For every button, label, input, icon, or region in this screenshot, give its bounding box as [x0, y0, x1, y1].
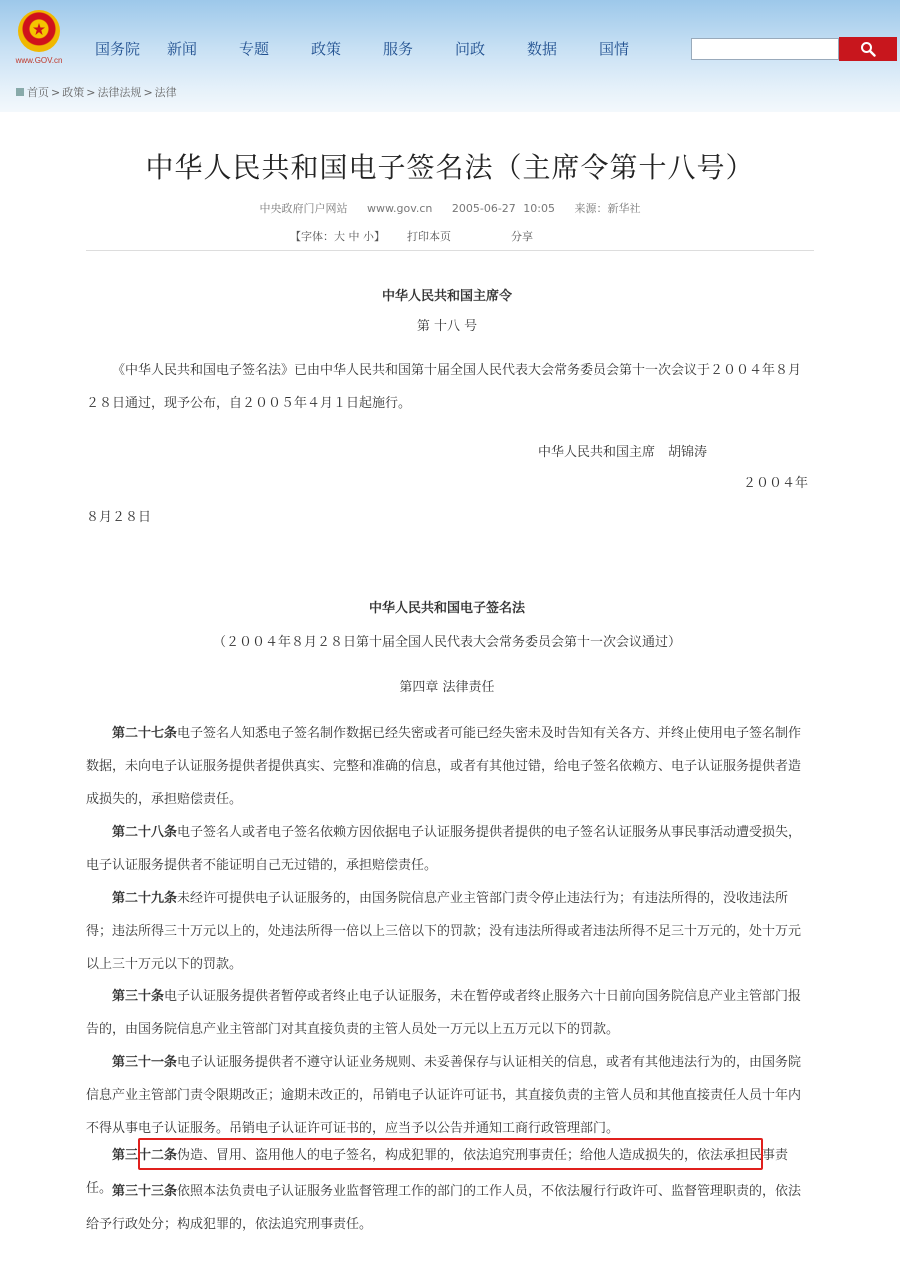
nav-item-policy[interactable]: 政策: [311, 40, 342, 58]
article-text: 电子签名人或者电子签名依赖方因依据电子认证服务提供者提供的电子签名认证服务从事民事活动遭受损失，电子认证服务提供者不能证明自己无过错的，承担赔偿责任。: [86, 825, 802, 873]
national-emblem-icon: [18, 10, 60, 52]
article-number: 第二十八条: [112, 825, 178, 840]
meta-source-site: 中央政府门户网站: [259, 202, 348, 215]
meta-source: 来源：新华社: [574, 202, 641, 215]
nav-item-data[interactable]: 数据: [527, 40, 558, 58]
article-text: 伪造、冒用、盗用他人的电子签名，构成犯罪的，依法追究刑事责任；给他人造成损失的，依法承担民事责任。: [86, 1148, 789, 1196]
breadcrumb-separator: >: [86, 85, 96, 99]
article-text: 电子签名人知悉电子签名制作数据已经失密或者可能已经失密未及时告知有关各方、并终止使用电子签名制作数据，未向电子认证服务提供者提供真实、完整和准确的信息，或者有其他过错，给电子签名依赖方、电子认证服务提供者造成损失的，承担赔偿责任。: [86, 726, 802, 807]
chapter-heading: 第四章 法律责任: [399, 680, 495, 695]
nav-item-news[interactable]: 新闻: [167, 40, 198, 58]
page-title: 中华人民共和国电子签名法（主席令第十八号）: [145, 151, 755, 184]
logo-text: www.GOV.cn: [15, 56, 63, 65]
law-article: [86, 882, 808, 981]
article-text: 未经许可提供电子认证服务的，由国务院信息产业主管部门责令停止违法行为；有违法所得的，没收违法所得；违法所得三十万元以上的，处违法所得一倍以上三倍以下的罚款；没有违法所得或者违法所得不足三十万元的，处十万元以上三十万元以下的罚款。: [86, 891, 802, 972]
law-article: [86, 1046, 808, 1145]
article-number: 第二十七条: [112, 726, 178, 741]
article-tools: [290, 228, 555, 244]
home-icon: [16, 88, 24, 96]
meta-url: www.gov.cn: [367, 202, 433, 215]
search-button[interactable]: [839, 37, 897, 61]
meta-datetime: 2005-06-27 10:05: [451, 202, 555, 215]
article-meta: [0, 200, 900, 216]
law-article: [86, 980, 808, 1046]
print-link[interactable]: 打印本页: [407, 230, 451, 243]
nav-item-guowuyuan[interactable]: 国务院: [95, 40, 141, 58]
law-title: 中华人民共和国电子签名法: [368, 601, 525, 616]
breadcrumb-home[interactable]: 首页: [27, 86, 49, 99]
breadcrumb-separator: >: [51, 85, 61, 99]
law-subtitle: （２００４年８月２８日第十届全国人民代表大会常务委员会第十一次会议通过）: [212, 635, 681, 650]
article-number: 第三十二条: [112, 1148, 178, 1163]
site-logo[interactable]: [14, 10, 64, 68]
signatory: 中华人民共和国主席 胡锦涛: [538, 445, 708, 460]
order-body: 《中华人民共和国电子签名法》已由中华人民共和国第十届全国人民代表大会常务委员会第十一次会议于２００４年８月２８日通过，现予公布，自２００５年４月１日起施行。: [86, 363, 802, 411]
order-title: 中华人民共和国主席令: [381, 289, 512, 304]
article-number: 第三十一条: [112, 1055, 178, 1070]
article-number: 第三十三条: [112, 1184, 178, 1199]
article-number: 第三十条: [112, 989, 165, 1004]
highlight-box: [138, 1138, 763, 1170]
sign-date-year: ２００４年: [742, 476, 808, 491]
nav-item-topics[interactable]: 专题: [239, 40, 270, 58]
font-size-control[interactable]: 【字体：大 中 小】: [290, 230, 385, 243]
law-article: [86, 816, 808, 882]
breadcrumb-separator: >: [143, 85, 153, 99]
site-header: [0, 0, 900, 112]
article-number: 第二十九条: [112, 891, 178, 906]
breadcrumb-policy[interactable]: 政策: [62, 86, 85, 99]
nav-item-services[interactable]: 服务: [383, 40, 414, 58]
search-input[interactable]: [691, 38, 839, 60]
share-link[interactable]: 分享: [511, 230, 533, 243]
article-text: 电子认证服务提供者不遵守认证业务规则、未妥善保存与认证相关的信息，或者有其他违法行为的，由国务院信息产业主管部门责令限期改正；逾期未改正的，吊销电子认证许可证书，其直接负责的主管人员和其他直接责任人员十年内不得从事电子认证服务。吊销电子认证许可证书的，应当予以公告并通知工商行政管理部门。: [86, 1055, 802, 1136]
main-nav: [95, 38, 671, 59]
article-text: 依照本法负责电子认证服务业监督管理工作的部门的工作人员，不依法履行行政许可、监督管理职责的，依法给予行政处分；构成犯罪的，依法追究刑事责任。: [86, 1184, 802, 1232]
sign-date-month-day: ８月２８日: [86, 510, 152, 525]
search-icon: [860, 41, 876, 57]
nav-item-national-info[interactable]: 国情: [599, 40, 630, 58]
article-text: 电子认证服务提供者暂停或者终止电子认证服务，未在暂停或者终止服务六十日前向国务院信息产业主管部门报告的，由国务院信息产业主管部门对其直接负责的主管人员处一万元以上五万元以下的罚款。: [86, 989, 802, 1037]
breadcrumb: [16, 84, 177, 100]
breadcrumb-laws[interactable]: 法律法规: [97, 86, 142, 99]
law-article: [86, 1175, 808, 1241]
order-number: 第 十八 号: [416, 319, 478, 334]
breadcrumb-law[interactable]: 法律: [154, 86, 177, 99]
nav-item-inquiry[interactable]: 问政: [455, 40, 486, 58]
law-article: [86, 717, 808, 816]
title-divider: [86, 250, 814, 251]
